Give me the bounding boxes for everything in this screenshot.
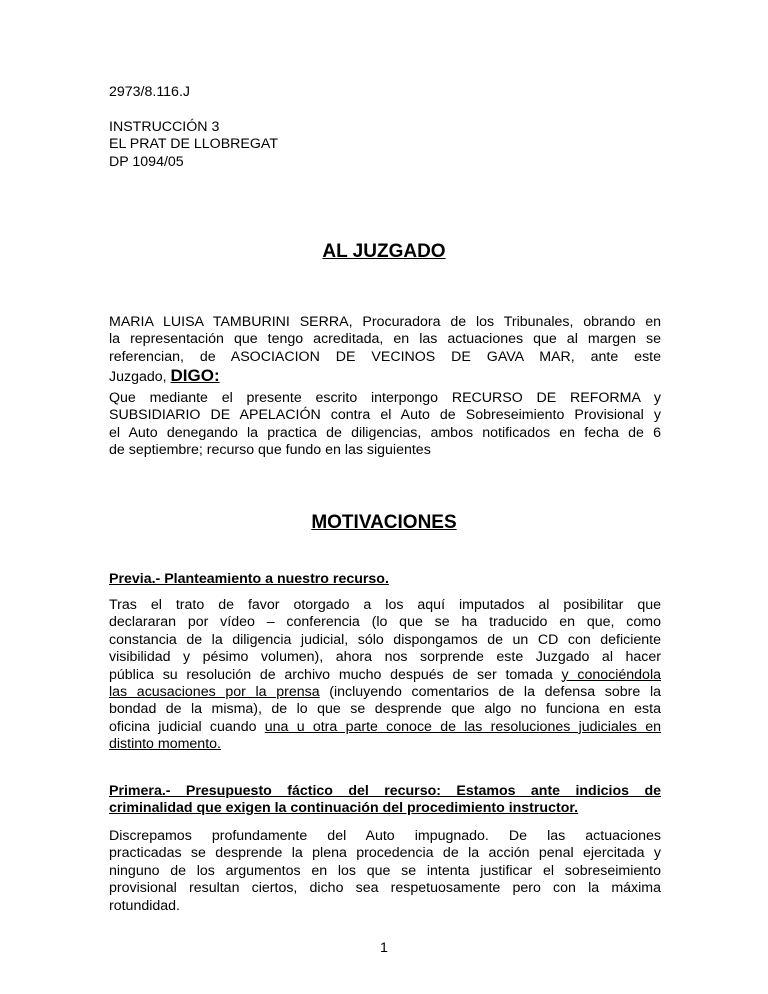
text-line [109,845,661,862]
text-segment: (incluyendo comentarios de la defensa sobre la [319,683,661,700]
case-reference [109,84,661,101]
court-line: DP 1094/05 [109,153,184,170]
text-segment: visibilidad y pésimo volumen), ahora nos sorprende este Juzgado al hacer [109,649,661,666]
text-segment: SUBSIDIARIO DE APELACIÓN contra el Auto de Sobreseimiento Provisional y [109,407,661,424]
previa-heading [109,571,661,588]
text-line [109,632,661,649]
text-line [109,828,661,845]
text-segment: declararan por vídeo – conferencia (lo que se ha traducido en que, como [109,614,661,631]
text-segment: MARIA LUISA TAMBURINI SERRA, Procuradora de los Tribunales, obrando en [109,314,661,330]
text-line [109,314,661,331]
court-line: EL PRAT DE LLOBREGAT [109,136,278,153]
text-line [109,719,661,736]
text-line [109,736,661,753]
text-segment: rotundidad. [109,897,180,914]
paragraph-previa [109,597,661,754]
text-line [109,684,661,701]
underlined-text: Previa.- Planteamiento a nuestro recurso. [109,571,389,587]
underlined-text: distinto momento. [109,736,221,753]
text-line [109,366,661,385]
text-segment: el Auto denegando la practica de diligencias, ambos notificados en fecha de 6 [109,424,661,441]
text-segment: Tras el trato de favor otorgado a los aquí imputados al posibilitar que [109,597,661,613]
underlined-text: DIGO: [170,366,220,386]
text-segment: Que mediante el presente escrito interpongo RECURSO DE REFORMA y [109,390,661,406]
text-line [109,667,661,684]
text-segment: practicadas se desprende la plena procedencia de la acción penal ejercitada y [109,845,661,862]
text-line [109,800,661,817]
text-line [109,701,661,718]
text-line [109,571,661,588]
primera-heading [109,783,661,818]
text-line [109,442,661,459]
text-line [109,880,661,897]
text-line [109,407,661,424]
text-segment: oficina judicial cuando [109,718,265,735]
text-segment: constancia de la diligencia judicial, sólo dispongamos de un CD con deficiente [109,631,661,648]
text-segment: ninguno de los argumentos en los que se intenta justificar el sobreseimiento [109,862,661,879]
text-segment: Discrepamos profundamente del Auto impugnado. De las actuaciones [109,828,661,844]
paragraph-intro [109,314,661,385]
text-segment: bondad de la misma), de lo que se desprende que algo no funciona en esta [109,701,661,718]
text-segment: provisional resultan ciertos, dicho sea respetuosamente pero con la máxima [109,880,661,897]
text-segment: referencian, de ASOCIACION DE VECINOS DE GAVA MAR, ante este [109,348,661,365]
text-line [109,390,661,407]
paragraph-primera [109,828,661,915]
court-info [109,119,661,171]
reference-number: 2973/8.116.J [109,84,190,100]
underlined-text: las acusaciones por la prensa [109,683,320,700]
text-segment: la representación que tengo acreditada, en las actuaciones que al margen se [109,331,661,348]
document-title: AL JUZGADO [322,241,446,262]
text-line [109,649,661,666]
underlined-text: Primera.- Presupuesto fáctico del recurso: Estamos ante indicios de [109,783,661,799]
underlined-text: y conociéndola [561,666,661,683]
text-line [109,614,661,631]
text-segment: pública su resolución de archivo mucho después de ser tomada [109,666,562,683]
text-line [109,349,661,366]
text-line [109,863,661,880]
underlined-text: una u otra parte conoce de las resoluciones judiciales en [264,718,661,735]
text-line [109,425,661,442]
text-line [109,783,661,800]
section-title: MOTIVACIONES [311,512,457,533]
page-number: 1 [380,940,388,956]
text-line [109,331,661,348]
paragraph-request [109,390,661,460]
text-segment: de septiembre; recurso que fundo en las siguientes [109,442,431,459]
court-line: INSTRUCCIÓN 3 [109,119,220,135]
underlined-text: criminalidad que exigen la continuación del procedimiento instructor. [109,800,579,817]
text-line [109,597,661,614]
text-line [109,898,661,915]
text-segment: Juzgado, [109,369,171,386]
